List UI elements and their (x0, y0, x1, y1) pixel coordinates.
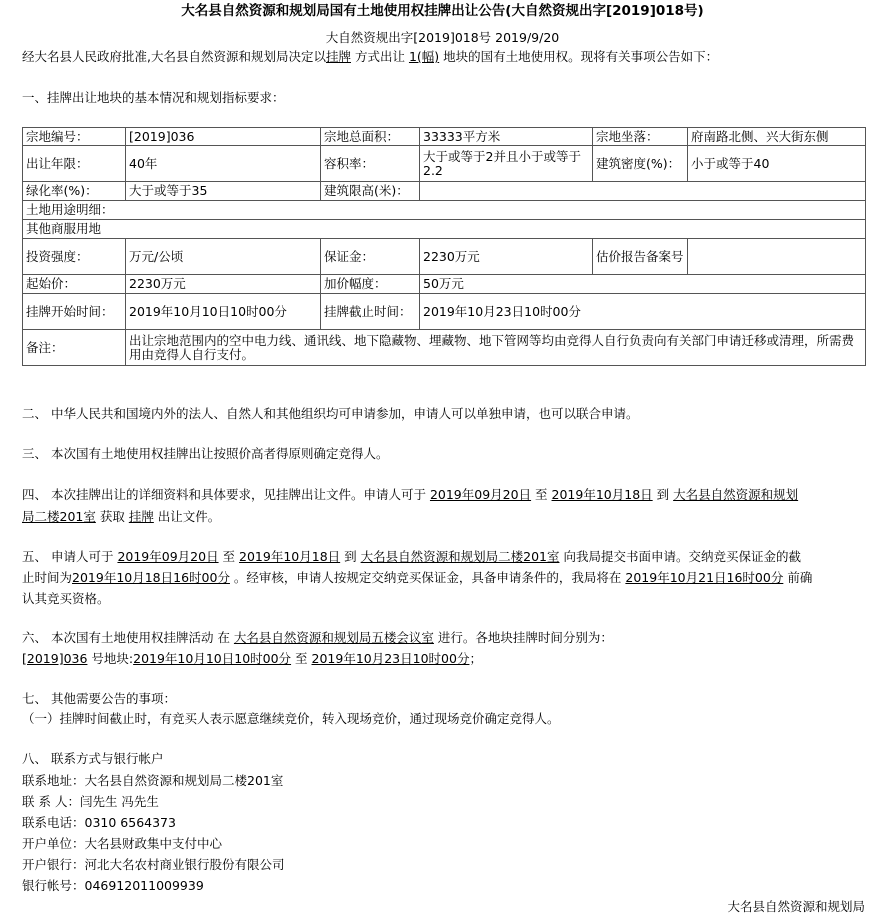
s4-text-c: 到 (652, 487, 674, 502)
intro-count: 1(幅) (408, 49, 440, 64)
section4-line1 (22, 487, 798, 503)
value-land-use: 其他商服用地 (23, 220, 866, 239)
label-deposit: 保证金： (321, 239, 420, 275)
s6-text-c: 号地块: (87, 651, 134, 666)
intro-mode: 挂牌 (325, 49, 351, 64)
s5-date-end: 2019年10月18日 (239, 549, 341, 564)
intro-text-1: 经大名县人民政府批准,大名县自然资源和规划局决定以 (22, 49, 326, 64)
label-listing-end: 挂牌截止时间： (321, 294, 420, 330)
label-building-density: 建筑密度(%)： (593, 146, 688, 182)
value-total-area: 33333平方米 (420, 128, 593, 146)
account-unit: 开户单位：大名县财政集中支付中心 (22, 836, 223, 851)
account-bank: 开户银行：河北大名农村商业银行股份有限公司 (22, 857, 285, 872)
s5-text-f: 。经审核，申请人按规定交纳竞买保证金，具备申请条件的，我局将在 (229, 570, 626, 585)
s4-mode: 挂牌 (128, 509, 154, 524)
s5-text-e: 止时间为 (22, 570, 73, 585)
s4-text-a: 四、 本次挂牌出让的详细资料和具体要求，见挂牌出让文件。申请人可于 (22, 487, 430, 502)
value-parcel-no: [2019]036 (126, 128, 321, 146)
section5-line3: 认其竞买资格。 (22, 591, 110, 606)
table-row (23, 201, 866, 220)
table-row (23, 128, 866, 146)
s5-deposit-deadline: 2019年10月18日16时00分 (72, 570, 230, 585)
land-info-table (22, 127, 866, 366)
s5-text-d: 向我局提交书面申请。交纳竞买保证金的截 (559, 549, 801, 564)
value-start-price: 2230万元 (126, 275, 321, 294)
label-term: 出让年限： (23, 146, 126, 182)
table-row (23, 275, 866, 294)
table-row (23, 330, 866, 366)
s5-confirm-date: 2019年10月21日16时00分 (625, 570, 784, 585)
section3-text: 三、 本次国有土地使用权挂牌出让按照价高者得原则确定竞得人。 (22, 446, 389, 461)
s5-text-b: 至 (218, 549, 240, 564)
s6-text-a: 六、 本次国有土地使用权挂牌活动 在 (22, 630, 234, 645)
intro-text-2: 方式出让 (351, 49, 409, 64)
contact-person: 联 系 人：闫先生 冯先生 (22, 794, 159, 809)
value-increment: 50万元 (420, 275, 866, 294)
value-height-limit (420, 182, 866, 201)
s4-date-end: 2019年10月18日 (551, 487, 653, 502)
label-increment: 加价幅度： (321, 275, 420, 294)
s6-text-b: 进行。各地块挂牌时间分别为： (433, 630, 613, 645)
section6-line2 (22, 651, 482, 667)
value-investment: 万元/公顷 (126, 239, 321, 275)
section6-line1 (22, 630, 613, 646)
account-number: 银行帐号：046912011009939 (22, 878, 204, 893)
intro-text-3: 地块的国有土地使用权。现将有关事项公告如下： (439, 49, 719, 64)
table-row (23, 239, 866, 275)
label-green-rate: 绿化率(%)： (23, 182, 126, 201)
value-green-rate: 大于或等于35 (126, 182, 321, 201)
contact-address: 联系地址：大名县自然资源和规划局二楼201室 (22, 773, 284, 788)
label-parcel-no: 宗地编号： (23, 128, 126, 146)
s5-text-c: 到 (340, 549, 361, 564)
contact-phone: 联系电话：0310 6564373 (22, 815, 176, 830)
value-listing-end: 2019年10月23日10时00分 (420, 294, 866, 330)
value-plot-ratio: 大于或等于2并且小于或等于2.2 (420, 146, 593, 182)
s6-text-d: 至 (291, 651, 312, 666)
label-remarks: 备注： (23, 330, 126, 366)
value-listing-start: 2019年10月10日10时00分 (126, 294, 321, 330)
s6-parcel-code: [2019]036 (22, 651, 88, 666)
s4-date-start: 2019年09月20日 (429, 487, 532, 502)
value-appraisal-no (688, 239, 866, 275)
signature: 大名县自然资源和规划局 (727, 899, 865, 914)
table-row (23, 220, 866, 239)
s4-text-b: 至 (531, 487, 552, 502)
section7-item1: （一）挂牌时间截止时，有竞买人表示愿意继续竞价，转入现场竞价，通过现场竞价确定竞得人。 (22, 711, 560, 726)
label-listing-start: 挂牌开始时间： (23, 294, 126, 330)
s5-text-a: 五、 申请人可于 (22, 549, 118, 564)
section8-heading: 八、 联系方式与银行帐户 (22, 751, 164, 766)
table-row (23, 294, 866, 330)
table-row (23, 146, 866, 182)
section1-heading: 一、挂牌出让地块的基本情况和规划指标要求： (22, 90, 285, 105)
label-appraisal-no: 估价报告备案号 (593, 239, 688, 275)
page-title: 大名县自然资源和规划局国有土地使用权挂牌出让公告(大自然资规出字[2019]018号) (181, 3, 704, 19)
s4-text-d: 获取 (95, 509, 129, 524)
label-land-use: 土地用途明细： (23, 201, 866, 220)
section5-line2 (22, 570, 812, 586)
value-term: 40年 (126, 146, 321, 182)
label-height-limit: 建筑限高(米)： (321, 182, 420, 201)
doc-number-date: 大自然资规出字[2019]018号 2019/9/20 (325, 30, 560, 45)
s4-place-part2: 局二楼201室 (22, 509, 96, 524)
value-remarks: 出让宗地范围内的空中电力线、通讯线、地下隐藏物、埋藏物、地下管网等均由竞得人自行负责向有关部门申请迁移或清理，所需费用由竞得人自行支付。 (126, 330, 866, 366)
s6-place: 大名县自然资源和规划局五楼会议室 (233, 630, 434, 645)
s5-date-start: 2019年09月20日 (117, 549, 219, 564)
s6-end-time: 2019年10月23日10时00分 (311, 651, 470, 666)
label-investment: 投资强度： (23, 239, 126, 275)
label-total-area: 宗地总面积： (321, 128, 420, 146)
section7-heading: 七、 其他需要公告的事项： (22, 691, 176, 706)
label-plot-ratio: 容积率： (321, 146, 420, 182)
value-building-density: 小于或等于40 (688, 146, 866, 182)
s5-place: 大名县自然资源和规划局二楼201室 (360, 549, 560, 564)
value-location: 府南路北侧、兴大街东侧 (688, 128, 866, 146)
label-start-price: 起始价： (23, 275, 126, 294)
label-location: 宗地坐落： (593, 128, 688, 146)
value-deposit: 2230万元 (420, 239, 593, 275)
section2-text: 二、 中华人民共和国境内外的法人、自然人和其他组织均可申请参加，申请人可以单独申请，也可以联合申请。 (22, 406, 639, 421)
s6-text-e: ； (469, 651, 482, 666)
s4-text-e: 出让文件。 (153, 509, 221, 524)
s6-start-time: 2019年10月10日10时00分 (133, 651, 292, 666)
section4-line2 (22, 509, 220, 525)
intro-paragraph (22, 49, 718, 65)
s4-place-part1: 大名县自然资源和规划 (673, 487, 799, 502)
s5-text-g: 前确 (783, 570, 813, 585)
section5-line1 (22, 549, 801, 565)
table-row (23, 182, 866, 201)
